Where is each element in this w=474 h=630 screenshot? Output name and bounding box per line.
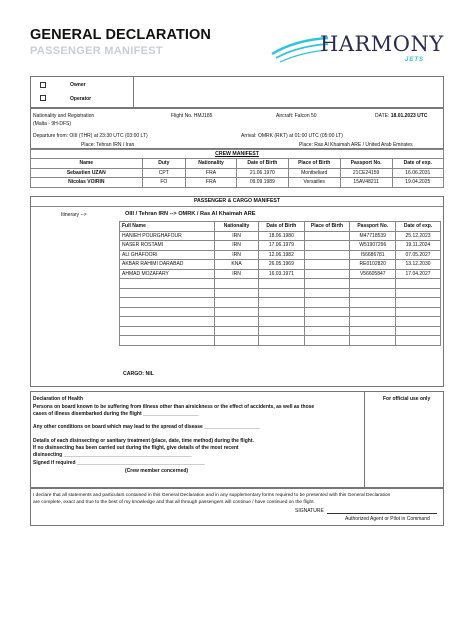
crew-nationality: FRA [186, 178, 237, 188]
passenger-name: ALI GHAFOORI [120, 250, 215, 260]
passenger-nationality [214, 326, 258, 336]
health-line: Details of each disinsecting or sanitary treatment (place, date, time method) during the flight. [33, 438, 254, 444]
passenger-col-header: Date of Birth [259, 222, 304, 232]
passenger-exp [396, 317, 441, 327]
passenger-name: AHMAD MOZAFARY [120, 269, 215, 279]
passenger-passport [350, 317, 396, 327]
health-line: (Crew member concerned) [125, 468, 189, 474]
passenger-exp: 19.11.2024 [396, 241, 441, 251]
signer-label: Authorized Agent or Pilot in Command [345, 516, 430, 522]
passenger-col-header: Passport No. [350, 222, 396, 232]
nationality-value: (Malta - 9H-DFS) [33, 121, 72, 127]
crew-col-header: Duty [142, 159, 186, 169]
official-use-label: For official use only [383, 396, 431, 402]
table-row [120, 336, 441, 346]
health-declaration [30, 391, 444, 488]
logo-subtext: JETS [405, 57, 425, 63]
logo-text: HARMONY [320, 32, 444, 56]
crew-header-row [31, 159, 444, 169]
passenger-dob: 16.03.1971 [259, 269, 304, 279]
table-row [120, 250, 441, 260]
passenger-exp [396, 326, 441, 336]
arrival-place: Place: Ras Al Khaimah ARE / United Arab Emirates [299, 142, 413, 148]
health-line: Signed if required ______________________________________________ [33, 460, 205, 466]
statement-line: are complete, exact and true to the best of my knowledge and that all through passengers will continue / have continued on the flight. [33, 500, 315, 505]
passenger-dob: 17.06.1979 [259, 241, 304, 251]
passenger-passport [350, 298, 396, 308]
passenger-pob [304, 241, 350, 251]
statement-line: I declare that all statements and particulars contained in this General Declaration and in any supplementary forms required to be presented with this General Declaration [33, 493, 391, 498]
crew-col-header: Date of Birth [237, 159, 289, 169]
passenger-exp: 17.04.2027 [396, 269, 441, 279]
crew-dob: 09.09.1989 [237, 178, 289, 188]
table-row [120, 326, 441, 336]
crew-exp: 16.06.2031 [392, 168, 443, 178]
passenger-name [120, 288, 215, 298]
flight-number: Flight No. HMJ185 [171, 113, 213, 119]
passenger-name [120, 298, 215, 308]
passenger-pob [304, 307, 350, 317]
date-field [375, 113, 427, 119]
passenger-exp [396, 298, 441, 308]
table-row [120, 231, 441, 241]
passenger-passport: V56605847 [350, 269, 396, 279]
crew-table [30, 158, 444, 188]
table-row [120, 241, 441, 251]
itinerary-value: OIII / Tehran IRN --> OMRK / Ras Al Khaimah ARE [125, 211, 256, 217]
passenger-passport [350, 288, 396, 298]
page-title: GENERAL DECLARATION [30, 27, 212, 43]
passenger-dob [259, 326, 304, 336]
passenger-exp [396, 336, 441, 346]
page-subtitle: PASSENGER MANIFEST [30, 45, 163, 57]
passenger-passport [350, 336, 396, 346]
passenger-exp [396, 307, 441, 317]
passenger-section-title: PASSENGER & CARGO MANIFEST [31, 197, 443, 207]
passenger-col-header: Nationality [214, 222, 258, 232]
passenger-nationality [214, 298, 258, 308]
passenger-name: HANIEH POURGHAFOUR [120, 231, 215, 241]
passenger-pob [304, 269, 350, 279]
health-line: Persons on board known to be suffering from illness other than airsickness or the effect of accidents, as well as those [33, 404, 315, 410]
passenger-pob [304, 326, 350, 336]
passenger-col-header: Full Name [120, 222, 215, 232]
passenger-dob [259, 317, 304, 327]
passenger-nationality [214, 307, 258, 317]
passenger-name: AKBAR RAHIMI DARABAD [120, 260, 215, 270]
signature-line[interactable] [327, 513, 437, 514]
crew-col-header: Nationality [186, 159, 237, 169]
nationality-label: Nationality and Registration [33, 113, 95, 119]
passenger-pob [304, 231, 350, 241]
crew-col-header: Name [31, 159, 143, 169]
passenger-exp [396, 279, 441, 289]
passenger-dob [259, 298, 304, 308]
passenger-name [120, 326, 215, 336]
crew-duty: CPT [142, 168, 186, 178]
passenger-pob [304, 250, 350, 260]
crew-manifest [30, 149, 444, 188]
departure-place: Place: Tehran IRN / Iran [81, 142, 135, 148]
passenger-dob [259, 336, 304, 346]
passenger-dob: 26.05.1969 [259, 260, 304, 270]
passenger-dob [259, 279, 304, 289]
passenger-nationality [214, 279, 258, 289]
owner-checkbox[interactable] [40, 82, 46, 88]
crew-col-header: Date of exp. [392, 159, 443, 169]
passenger-pob [304, 260, 350, 270]
crew-nationality: FRA [186, 168, 237, 178]
table-row [120, 317, 441, 327]
health-line: Any other conditions on board which may lead to the spread of disease ____________________ [33, 424, 260, 430]
passenger-pob [304, 288, 350, 298]
owner-label: Owner [70, 82, 86, 88]
passenger-name [120, 279, 215, 289]
passenger-passport: W51907296 [350, 241, 396, 251]
health-line: If no disinsecting has been carried out during the flight, give details of the most recent [33, 445, 239, 451]
passenger-passport: RE0102820 [350, 260, 396, 270]
declaration-statement [30, 488, 444, 526]
passenger-dob: 18.06.1980 [259, 231, 304, 241]
passenger-passport [350, 279, 396, 289]
crew-dob: 21.06.1970 [237, 168, 289, 178]
passenger-nationality [214, 317, 258, 327]
table-row [120, 260, 441, 270]
passenger-nationality: IRN [214, 231, 258, 241]
passenger-exp: 07.05.2027 [396, 250, 441, 260]
health-title: Declaration of Health [33, 396, 84, 402]
health-line: disinsecting ______________________________________________ [33, 452, 192, 458]
crew-exp: 19.04.2025 [392, 178, 443, 188]
owner-operator-box [30, 76, 444, 108]
table-row [120, 269, 441, 279]
passenger-name [120, 317, 215, 327]
crew-col-header: Place of Birth [288, 159, 340, 169]
arrival-info: Arrival: OMRK (RKT) at 01:00 UTC (05:00 LT) [241, 133, 343, 139]
passenger-passport: M47718539 [350, 231, 396, 241]
passenger-dob [259, 307, 304, 317]
table-row [120, 279, 441, 289]
crew-passport: 15AV48211 [340, 178, 392, 188]
health-line: cases of illness disembarked during the flight ____________________ [33, 411, 199, 417]
passenger-dob [259, 288, 304, 298]
passenger-col-header: Date of exp. [396, 222, 441, 232]
table-row [120, 288, 441, 298]
crew-col-header: Passport No. [340, 159, 392, 169]
table-row [120, 307, 441, 317]
passenger-name [120, 336, 215, 346]
passenger-exp [396, 288, 441, 298]
crew-pob: Montbeliard [288, 168, 340, 178]
crew-passport: 21CE24159 [340, 168, 392, 178]
passenger-nationality: KNA [214, 260, 258, 270]
passenger-col-header: Place of Birth [304, 222, 350, 232]
passenger-name: NASER ROSTAMI [120, 241, 215, 251]
date-label: DATE: [375, 113, 390, 119]
passenger-name [120, 307, 215, 317]
signature-label: SIGNATURE [295, 508, 324, 514]
passenger-pob [304, 279, 350, 289]
table-row [31, 178, 444, 188]
passenger-nationality: IRN [214, 269, 258, 279]
date-value: 18.01.2023 UTC [390, 113, 428, 119]
passenger-passport [350, 326, 396, 336]
crew-pob: Versailles [288, 178, 340, 188]
passenger-nationality [214, 288, 258, 298]
passenger-pob [304, 317, 350, 327]
itinerary-label: Itinerary --> [61, 212, 87, 218]
flight-info-box [30, 108, 444, 149]
passenger-manifest [30, 196, 444, 387]
crew-section-title: CREW MANIFEST [30, 149, 444, 158]
operator-checkbox[interactable] [40, 95, 46, 101]
passenger-header-row [120, 222, 441, 232]
passenger-passport: I56686781 [350, 250, 396, 260]
passenger-pob [304, 336, 350, 346]
passenger-exp: 25.12.2023 [396, 231, 441, 241]
passenger-passport [350, 307, 396, 317]
passenger-nationality [214, 336, 258, 346]
aircraft-type: Aircraft: Falcon 50 [276, 113, 317, 119]
passenger-nationality: IRN [214, 241, 258, 251]
company-logo [270, 30, 444, 70]
crew-name: Sebastien UZAN [31, 168, 143, 178]
crew-name: Nicolas VOIRIN [31, 178, 143, 188]
passenger-pob [304, 298, 350, 308]
passenger-table [119, 221, 441, 346]
passenger-dob: 12.06.1982 [259, 250, 304, 260]
departure-info: Departure from: OIII (THR) at 23:30 UTC (03:00 LT) [33, 133, 148, 139]
table-row [120, 298, 441, 308]
cargo-label: CARGO: NIL [123, 371, 154, 377]
passenger-nationality: IRN [214, 250, 258, 260]
operator-label: Operator [70, 96, 92, 102]
passenger-exp: 13.12.2030 [396, 260, 441, 270]
crew-duty: FO [142, 178, 186, 188]
table-row [31, 168, 444, 178]
